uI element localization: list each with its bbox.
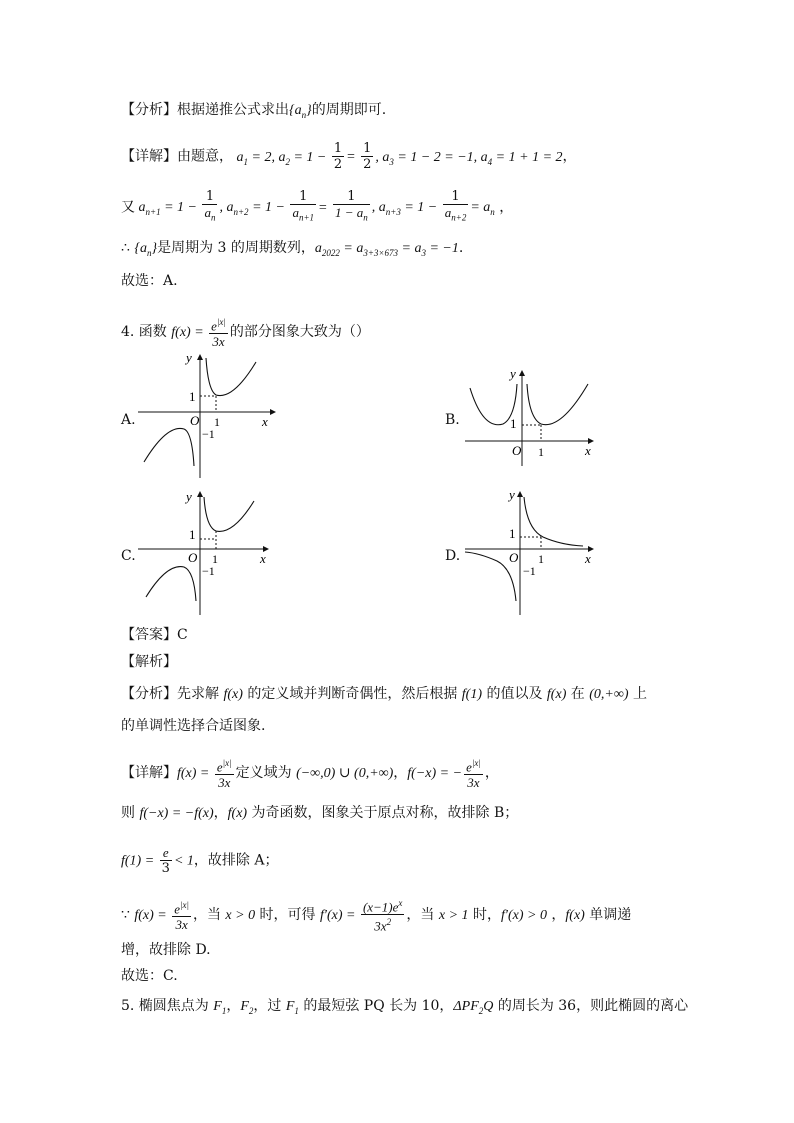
- analysis-a8: 故选：C.: [121, 968, 178, 984]
- svg-text:x: x: [260, 551, 266, 566]
- analysis-a4: 则 f(−x) = −f(x)，f(x) 为奇函数，图象关于原点对称，故排除 B；: [121, 805, 519, 821]
- svg-text:y: y: [186, 350, 192, 365]
- svg-text:y: y: [186, 489, 192, 504]
- question-4: 4. 函数 f(x) = $\frac{e^{|x|}}{3x}$ 的部分图象大致为（）: [121, 317, 370, 350]
- option-b-label[interactable]: B.: [445, 412, 460, 428]
- choose-a: 故选：A.: [121, 273, 178, 289]
- svg-text:x: x: [585, 443, 591, 458]
- svg-text:1: 1: [510, 416, 517, 431]
- graph-b[interactable]: [465, 366, 605, 466]
- svg-text:O: O: [509, 550, 519, 565]
- svg-text:x: x: [585, 551, 591, 566]
- svg-text:1: 1: [509, 526, 516, 541]
- question-5: 5. 椭圆焦点为 $F_1$，$F_2$，过 $F_1$ 的最短弦 PQ 长为 10，$\Delta PF_2Q$ 的周长为 36，则此椭圆的离心: [121, 998, 689, 1016]
- svg-text:1: 1: [189, 527, 196, 542]
- analysis-a6: ∵ f(x) = $\frac{e^{|x|}}{3x}$ ，当 x > 0 时，可得 f′(x) = $\frac{(x-1)e^x}{3x^2}$ ，当 x > 1 时，f′(x) > 0 ，f(x) 单调递: [121, 898, 632, 934]
- svg-text:O: O: [512, 443, 522, 458]
- analysis-a3: 【详解】f(x) = $\frac{e^{|x|}}{3x}$ 定义域为 (−∞,0) ∪ (0,+∞)，f(−x) = − $\frac{e^{|x|}}{3x}$ ，: [121, 758, 499, 791]
- detail-line-2: 又 $a_{n+1} = 1$ − $\frac{1}{a_n}$ , $a_{n+2} = 1$ − $\frac{1}{a_{n+1}}$ = $\frac{1}{1 - a_n}$ , $a_{n+3} = 1$ − $\frac{1}{a_{n+2}}$ = $a_n$ ，: [121, 189, 514, 223]
- svg-text:y: y: [510, 366, 516, 381]
- option-a-label[interactable]: A.: [121, 412, 136, 428]
- analysis-line-1: 【分析】根据递推公式求出$\{a_n\}$的周期即可.: [121, 102, 387, 120]
- detail-line-3: ∴ $\{a_n\}$是周期为 3 的周期数列，$a_{2022} = a_{3+3\times 673} = a_3 = -1$.: [121, 240, 464, 258]
- svg-text:−1: −1: [523, 564, 536, 578]
- svg-text:1: 1: [214, 415, 220, 429]
- svg-text:y: y: [509, 487, 515, 502]
- analysis-a5: f(1) = $\frac{e}{3}$ < 1，故排除 A；: [121, 845, 279, 876]
- answer: 【答案】C: [121, 627, 188, 643]
- graph-c[interactable]: [138, 487, 278, 617]
- svg-text:x: x: [262, 414, 268, 429]
- graph-d[interactable]: [465, 487, 605, 617]
- svg-text:1: 1: [189, 389, 196, 404]
- option-c-label[interactable]: C.: [121, 548, 136, 564]
- svg-text:O: O: [188, 550, 198, 565]
- svg-text:−1: −1: [202, 427, 215, 441]
- analysis-title: 【解析】: [121, 654, 177, 670]
- svg-text:−1: −1: [202, 564, 215, 578]
- analysis-a2: 的单调性选择合适图象.: [121, 718, 266, 734]
- svg-text:1: 1: [538, 552, 544, 566]
- analysis-a7: 增，故排除 D.: [121, 942, 211, 958]
- option-d-label[interactable]: D.: [445, 548, 461, 564]
- graph-a[interactable]: [138, 350, 278, 480]
- svg-text:1: 1: [212, 552, 218, 566]
- svg-text:1: 1: [538, 445, 544, 459]
- svg-text:O: O: [190, 413, 200, 428]
- analysis-a1: 【分析】先求解 f(x) 的定义域并判断奇偶性，然后根据 f(1) 的值以及 f(x) 在 (0,+∞) 上: [121, 686, 647, 702]
- detail-line-1: 【详解】由题意， $a_1 = 2$, $a_2 = 1$ − $\frac{1}{2}$ = $\frac{1}{2}$ , $a_3 = 1 - 2 = -1$, $a_4 = 1 + 1 = 2$，: [121, 141, 577, 172]
